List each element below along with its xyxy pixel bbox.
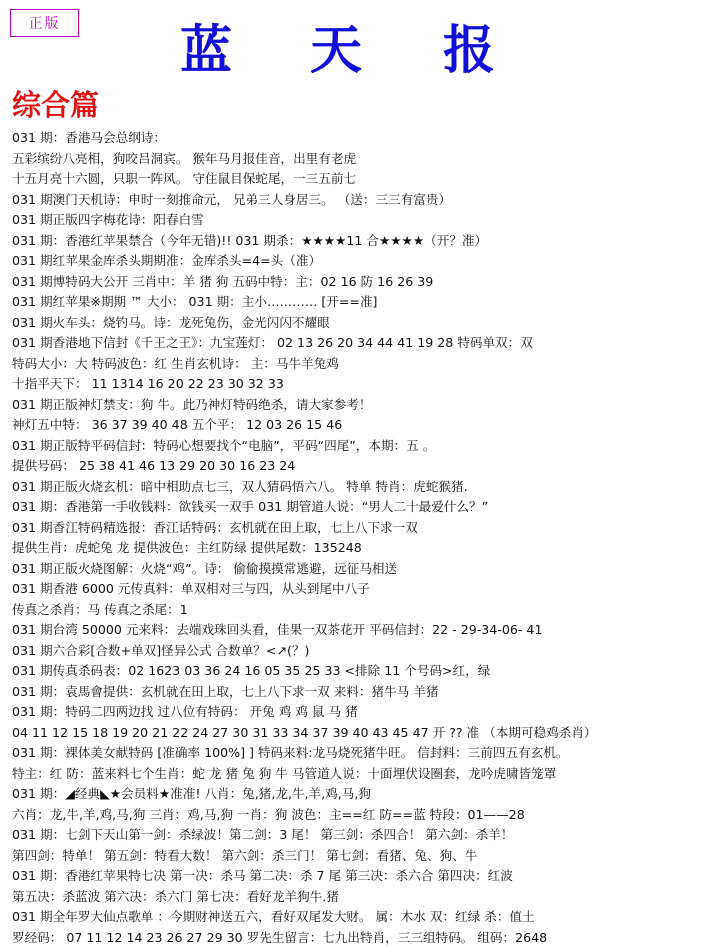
- text-line: 031 期全年罗大仙点歌单 ：今期财神送五六，看好双尾发大财。 属：木水 双：红绿 杀：值土: [12, 909, 535, 924]
- text-line: 第五决：杀蓝波 第六决：杀六门 第七决：看好龙羊狗牛.猪: [12, 888, 339, 904]
- text-line: 031 期：七剑下天山第一剑：杀绿波！第二剑：3 尾！ 第三剑：杀四合！ 第六剑：杀羊！: [12, 827, 514, 842]
- text-line: 031 期：香港第一手收钱料：欲钱买一双手 031 期管道人说：“男人二十最爱什么？”: [12, 499, 489, 514]
- text-line: 第四剑：特单！ 第五剑：特看大数！ 第六剑：杀三门！ 第七剑：看猪、兔、狗、牛: [12, 847, 478, 863]
- text-line: 五彩缤纷八亮相，狗咬吕洞宾。 猴年马月报佳音，出里有老虎: [12, 150, 357, 166]
- text-line: 神灯五中特： 36 37 39 40 48 五个平： 12 03 26 15 46: [12, 417, 343, 432]
- text-line: 031 期香港地下信封《千王之王》：九宝莲灯： 02 13 26 20 34 44 41 19 28 特码单双：双: [12, 335, 533, 350]
- text-line: 031 期：裸体美女献特码 [准确率 100%] ] 特码来料:龙马烧死猪牛旺。 信封料：三前四五有玄机。: [12, 745, 569, 760]
- text-line: 031 期香港 6000 元传真料：单双相对三与四，从头到尾中八子: [12, 581, 370, 596]
- edition-badge: 正版: [10, 9, 79, 37]
- text-line: 提供号码： 25 38 41 46 13 29 20 30 16 23 24: [12, 458, 296, 473]
- content-body: [12, 128, 724, 948]
- text-line: 031 期正版特平码信封：特码心想要找个“电脑”，平码“四尾”，本期：五 。: [12, 437, 436, 453]
- text-line: 031 期：香港红苹果特七决 第一决：杀马 第二决：杀 7 尾 第三决：杀六合 第四决：红波: [12, 868, 513, 883]
- text-line: 十指平天下： 11 1314 16 20 22 23 30 32 33: [12, 376, 284, 391]
- text-line: 031 期正版神灯禁支：狗 牛。此乃神灯特码绝杀，请大家参考！: [12, 396, 372, 412]
- text-line: 031 期台湾 50000 元来料：去端戏珠回头看，佳果一双茶花开 平码信封：22 - 29-34-06- 41: [12, 622, 543, 637]
- masthead: [0, 18, 727, 84]
- text-line: 031 期：特码二四两边找 过八位有特码： 开兔 鸡 鸡 鼠 马 猪: [12, 704, 358, 719]
- text-line: 031 期传真杀码表：02 1623 03 36 24 16 05 35 25 33 <排除 11 个号码>红，绿: [12, 663, 491, 678]
- text-line: 031 期：袁馬會提供：玄机就在田上取，七上八下求一双 来料：猪牛马 羊猪: [12, 683, 439, 699]
- section-title: 综合篇: [12, 88, 100, 122]
- text-line: 十五月亮十六圆，只职一阵风。 守住鼠目保蛇尾，一三五前七: [12, 171, 357, 186]
- text-line: 031 期正版火烧玄机：暗中相助点七三，双人猜码悟六八。 特单 特肖：虎蛇猴猪.: [12, 478, 468, 494]
- text-line: 031 期：◢经典◣★会员料★准准! 八肖：兔,猪,龙,牛,羊,鸡,马,狗: [12, 786, 371, 801]
- text-line: 031 期澳门天机诗：申时一刻推命元， 兄弟三人身居三。 （送：三三有富贵）: [12, 191, 452, 207]
- text-line: 031 期正版四字梅花诗：阳春白雪: [12, 212, 204, 227]
- text-line: 罗经码： 07 11 12 14 23 26 27 29 30 罗先生留言：七九出特肖，三三组特码。 组码：2648: [12, 929, 548, 945]
- masthead-char: 报: [443, 20, 496, 81]
- text-line: 提供生肖：虎蛇兔 龙 提供波色：主红防绿 提供尾数：135248: [12, 540, 362, 555]
- text-line: 04 11 12 15 18 19 20 21 22 24 27 30 31 33 34 37 39 40 43 45 47 开 ?? 准 （本期可稳鸡杀肖）: [12, 724, 597, 740]
- text-line: 031 期红苹果金库杀头期期准：金库杀头=4=头（准）: [12, 253, 322, 268]
- text-line: 031 期红苹果※期期 ™ 大小： 031 期：主小………… [开==准]: [12, 294, 378, 309]
- text-line: 031 期六合彩[合数+单双]怪异公式 合数单？<↗(？): [12, 642, 310, 658]
- text-line: 031 期火车头：烧钓马。诗：龙死兔伤，金光闪闪不耀眼: [12, 314, 330, 330]
- text-line: 031 期正版火烧图解：火烧“鸡”。诗： 偷偷摸摸常逃避，远征马相送: [12, 560, 398, 576]
- text-line: 特主：红 防：蓝来料七个生肖：蛇 龙 猪 兔 狗 牛 马管道人说：十面埋伏设圈套，龙吟虎啸皆笼罩: [12, 765, 557, 781]
- text-line: 031 期香江特码精选报：香江话特码：玄机就在田上取，七上八下求一双: [12, 519, 418, 535]
- masthead-char: 天: [310, 20, 363, 81]
- text-line: 六肖：龙,牛,羊,鸡,马,狗 三肖：鸡,马,狗 一肖：狗 波色：主==红 防==蓝 特段：01——28: [12, 806, 525, 822]
- text-line: 传真之杀肖：马 传真之杀尾：1: [12, 601, 188, 617]
- text-line: 031 期博特码大公开 三肖中：羊 猪 狗 五码中特：主：02 16 防 16 26 39: [12, 273, 434, 289]
- text-line: 031 期：香港红苹果禁合（今年无错)!! 031 期杀：★★★★11 合★★★★（开？准）: [12, 232, 488, 248]
- text-line: 特码大小：大 特码波色：红 生肖玄机诗： 主：马牛羊兔鸡: [12, 355, 339, 371]
- masthead-char: 蓝: [180, 20, 233, 81]
- text-line: 031 期：香港马会总纲诗：: [12, 130, 166, 145]
